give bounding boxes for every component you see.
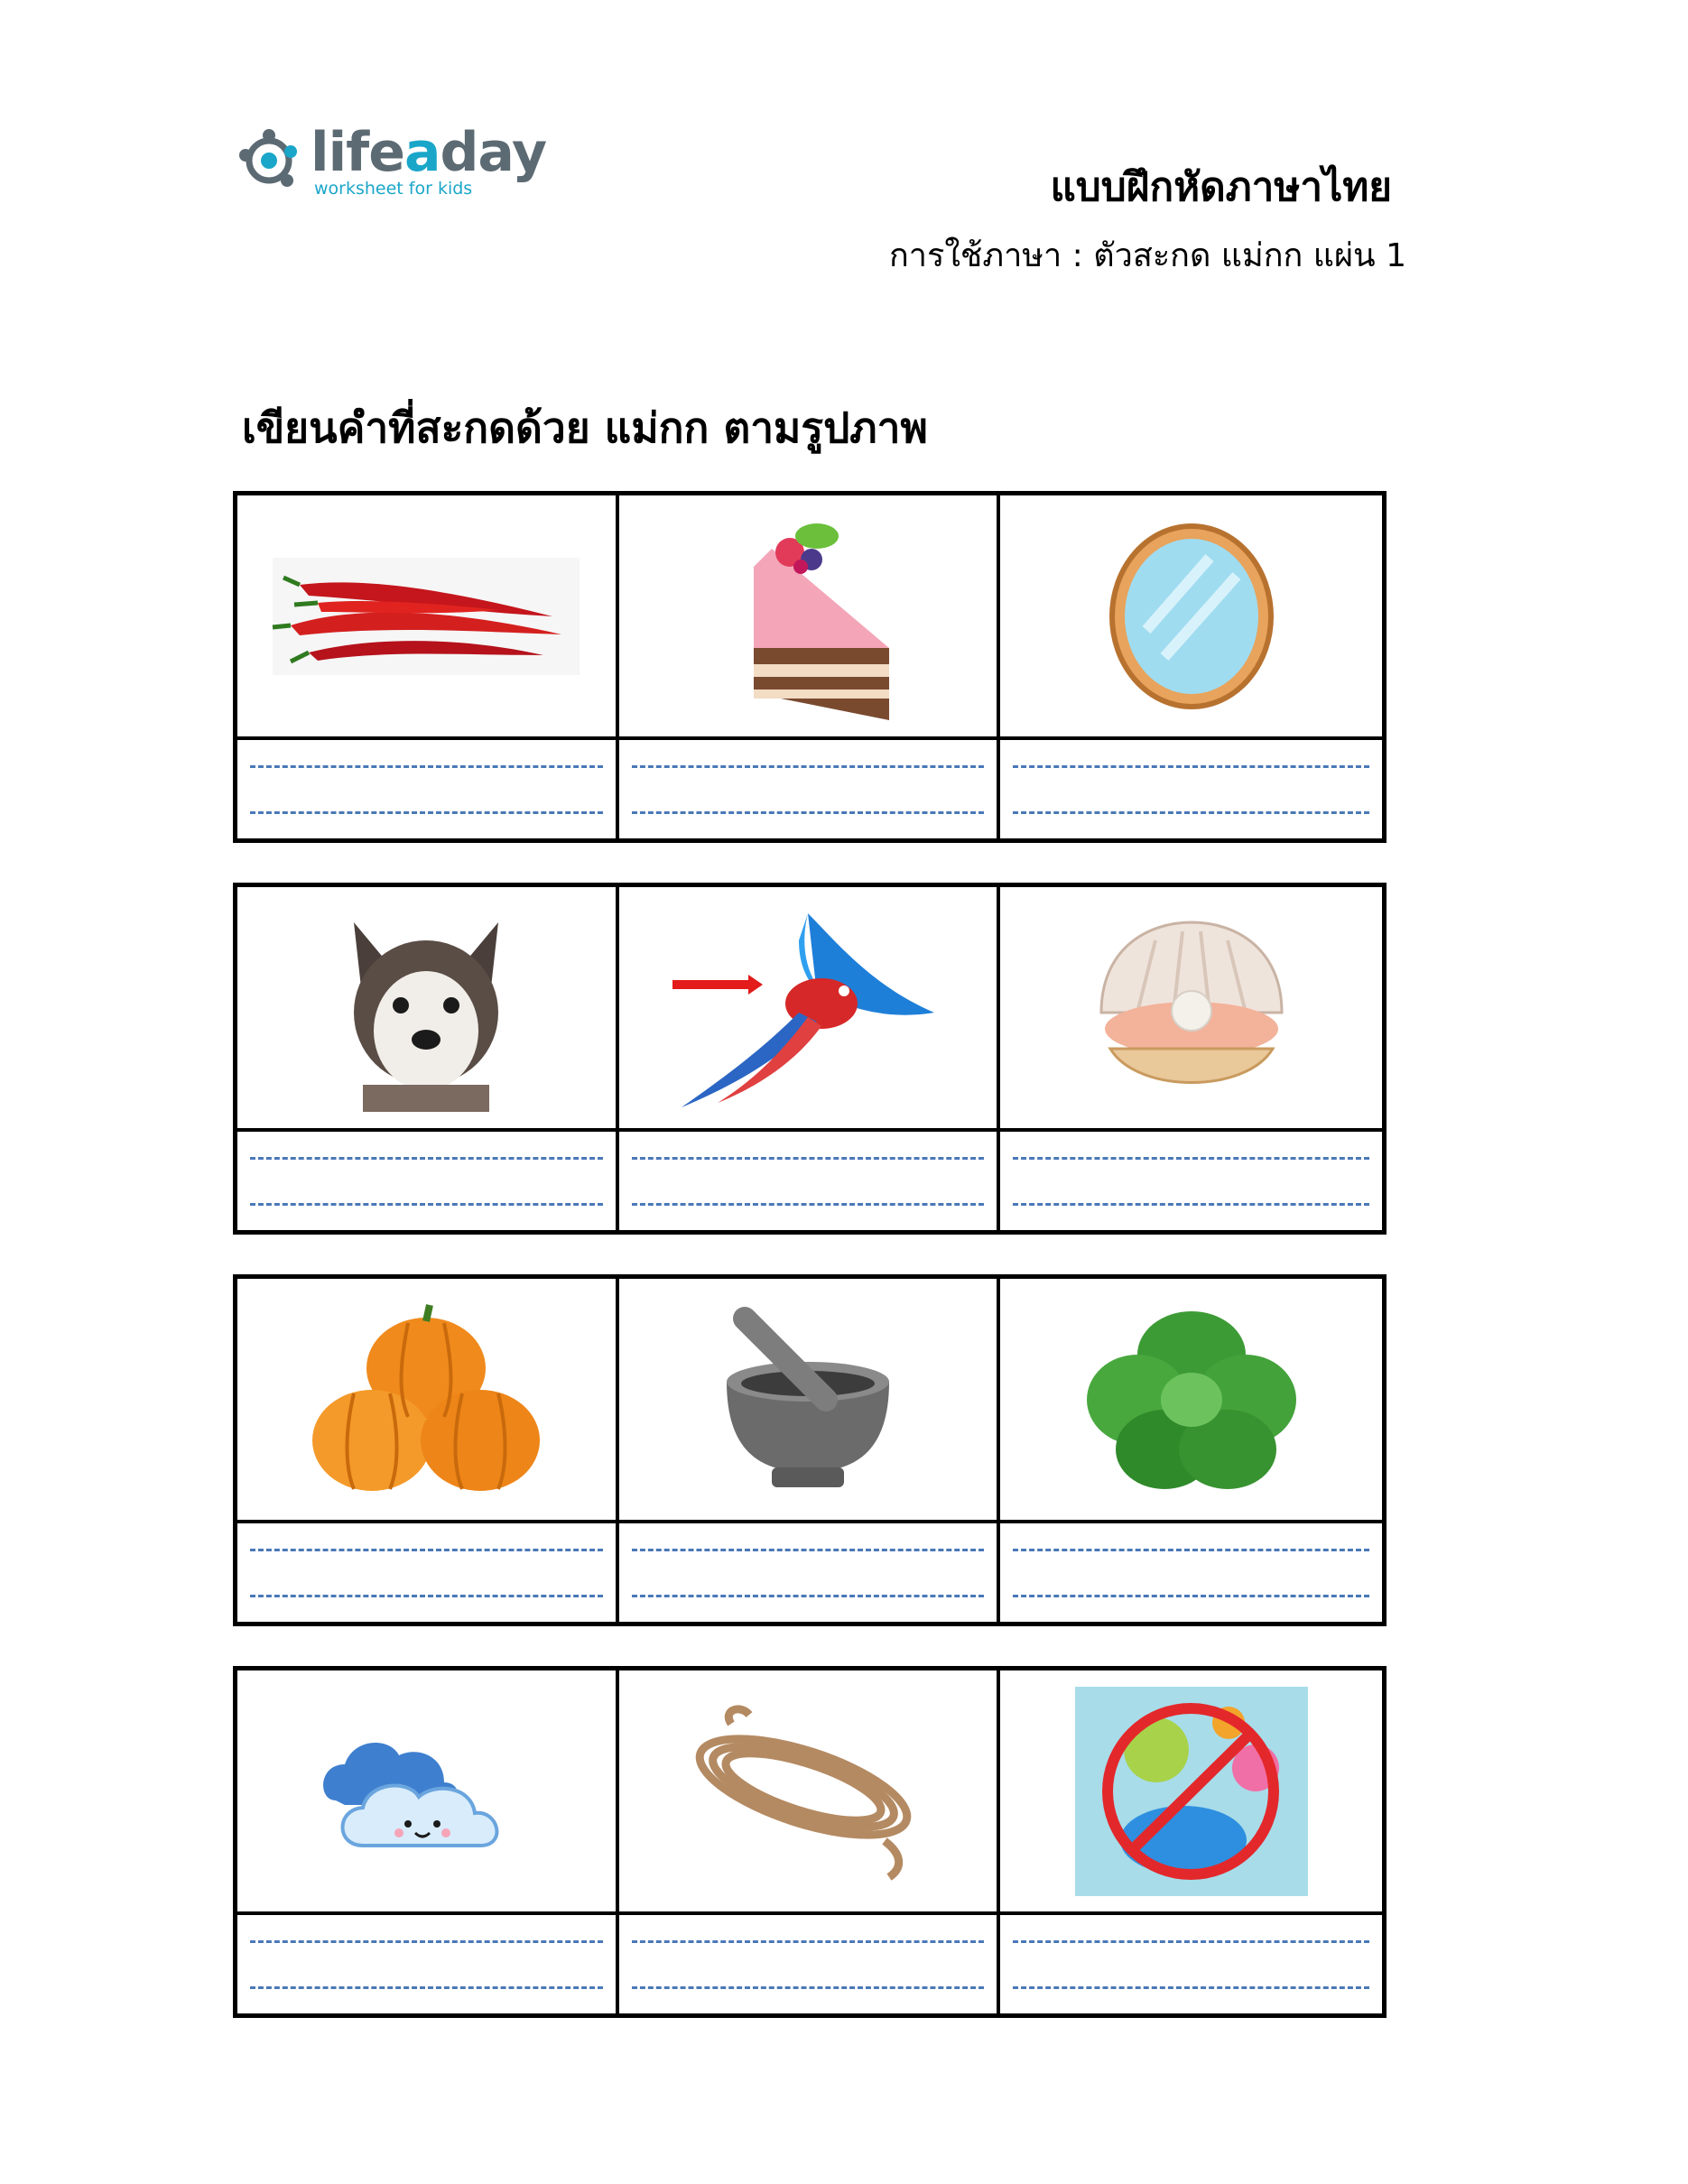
worksheet-subtitle: การใช้ภาษา : ตัวสะกด แม่กก แผ่น 1 — [888, 237, 1406, 274]
guide-line — [1013, 1595, 1369, 1597]
worksheet-cell — [237, 1670, 619, 2013]
germs-icon — [1075, 1687, 1308, 1896]
picture-box — [619, 495, 997, 740]
worksheet-cell — [619, 495, 1001, 838]
lifeaday-logo — [237, 121, 547, 204]
picture-box — [619, 1670, 997, 1915]
picture-box — [237, 1670, 616, 1915]
worksheet-cell — [619, 887, 1001, 1230]
picture-box — [1000, 1279, 1382, 1523]
logo-tagline: worksheet for kids — [314, 179, 473, 199]
worksheet-cell — [237, 1279, 619, 1622]
worksheet-cell — [237, 495, 619, 838]
answer-lines[interactable] — [619, 1523, 997, 1622]
guide-line — [1013, 765, 1369, 768]
picture-box — [1000, 1670, 1382, 1915]
guide-line — [632, 1157, 985, 1160]
guide-line — [632, 811, 985, 814]
parrot-icon — [663, 904, 952, 1112]
answer-lines[interactable] — [237, 740, 616, 838]
picture-row-4 — [233, 1666, 1387, 2018]
guide-line — [1013, 811, 1369, 814]
picture-box — [237, 887, 616, 1132]
puppy-icon — [327, 904, 525, 1112]
worksheet-cell — [1000, 495, 1382, 838]
guide-line — [250, 811, 603, 814]
guide-line — [250, 1549, 603, 1551]
mirror-icon — [1101, 522, 1282, 711]
answer-lines[interactable] — [1000, 1523, 1382, 1622]
cake-slice-icon — [718, 513, 898, 720]
guide-line — [632, 1986, 985, 1989]
guide-line — [250, 1986, 603, 1989]
guide-line — [632, 1549, 985, 1551]
worksheet-cell — [619, 1670, 1001, 2013]
guide-line — [250, 1157, 603, 1160]
picture-row-2 — [233, 883, 1387, 1235]
answer-lines[interactable] — [619, 1132, 997, 1230]
logo-molecule-icon — [237, 125, 309, 197]
answer-lines[interactable] — [237, 1915, 616, 2013]
answer-lines[interactable] — [1000, 1915, 1382, 2013]
worksheet-cell — [1000, 887, 1382, 1230]
instruction-text: เขียนคำที่สะกดด้วย แม่กก ตามรูปภาพ — [242, 403, 928, 452]
guide-line — [1013, 1203, 1369, 1206]
guide-line — [1013, 1549, 1369, 1551]
mortar-pestle-icon — [709, 1300, 907, 1499]
answer-lines[interactable] — [1000, 1132, 1382, 1230]
worksheet-cell — [1000, 1279, 1382, 1622]
guide-line — [632, 1203, 985, 1206]
rope-icon — [677, 1697, 939, 1886]
guide-line — [250, 1595, 603, 1597]
picture-row-3 — [233, 1274, 1387, 1626]
picture-row-1 — [233, 491, 1387, 843]
guide-line — [632, 1595, 985, 1597]
guide-line — [250, 1940, 603, 1943]
water-lettuce-icon — [1083, 1300, 1300, 1499]
oyster-pearl-icon — [1083, 913, 1300, 1103]
clouds-icon — [318, 1719, 534, 1864]
answer-lines[interactable] — [619, 740, 997, 838]
picture-box — [237, 495, 616, 740]
guide-line — [1013, 1940, 1369, 1943]
guide-line — [632, 765, 985, 768]
guide-line — [250, 765, 603, 768]
guide-line — [250, 1203, 603, 1206]
pumpkins-icon — [309, 1296, 543, 1504]
worksheet-cell — [619, 1279, 1001, 1622]
worksheet-title: แบบฝึกหัดภาษาไทย — [1050, 164, 1392, 210]
picture-box — [1000, 495, 1382, 740]
picture-box — [619, 1279, 997, 1523]
answer-lines[interactable] — [237, 1132, 616, 1230]
logo-wordmark: lifeaday — [311, 121, 547, 184]
chili-peppers-icon — [264, 549, 589, 684]
worksheet-cell — [1000, 1670, 1382, 2013]
answer-lines[interactable] — [1000, 740, 1382, 838]
guide-line — [632, 1940, 985, 1943]
guide-line — [1013, 1986, 1369, 1989]
answer-lines[interactable] — [237, 1523, 616, 1622]
worksheet-cell — [237, 887, 619, 1230]
answer-lines[interactable] — [619, 1915, 997, 2013]
guide-line — [1013, 1157, 1369, 1160]
picture-box — [619, 887, 997, 1132]
picture-box — [237, 1279, 616, 1523]
picture-box — [1000, 887, 1382, 1132]
